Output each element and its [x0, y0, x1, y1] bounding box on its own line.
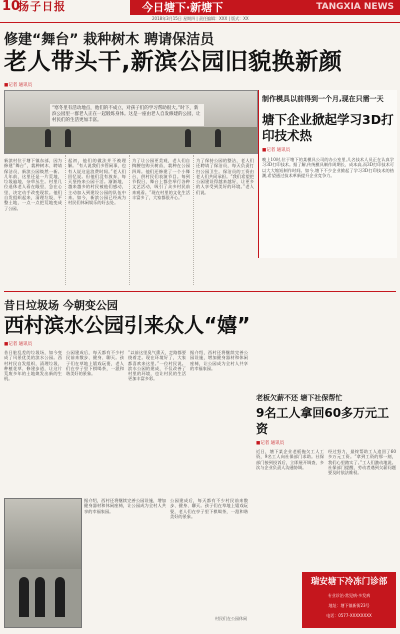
newspaper-logo: 扬子日报 — [18, 0, 66, 13]
lead-column: 起初，他们的做法并不被理解。“有人说我们多管闲事，也有人说这是浪费时间。”老人们回忆说。但他们没有放弃，每天坚持来公园干活。渐渐地，越来越多的村民被他们感动，主动加入到建设公园的队伍中来。如今，新滨公园已经成为村民们休闲娱乐的好去处。 — [68, 158, 126, 206]
lead-column: 新滨村位于塘下镇东部，因为修建“舞台”，栽种树木、聘请保洁员，新滨公园焕然一新。几年前，这里还是一片荒地，垃圾遍地，杂草丛生。村里几位退休老人看在眼里，急在心里，决定动手改变现状。他们自发组织起来，清理垃圾，平整土地，一点一点把荒地变成了公园。 — [4, 158, 62, 211]
page-number: 10 — [2, 0, 21, 14]
lead-kicker: 修建“舞台” 栽种树木 聘请保洁员 — [4, 32, 215, 48]
story3-headline: 9名工人拿回60多万元工资 — [256, 406, 390, 436]
lead-column: 为了让公园更美观，老人们自掏腰包购买树苗，栽种在公园四周。他们还修建了一个小舞台，供村民们表演节目。每到节假日，舞台上都会举行各种文艺活动，吸引了众多村民前来观看。“现在村里的文化生活丰富多了，大家都很开心。” — [132, 158, 190, 201]
story3-kicker: 老板欠薪不还 塘下社保帮忙 — [256, 394, 343, 402]
ad-line: 地址：塘下镇新街23号 — [328, 603, 370, 608]
story2-kicker: 昔日垃圾场 今朝变公园 — [4, 299, 118, 312]
lead-intro: “寒冬里有活动地点，他们的不成立，对孩子们的学习帮助很大。”时下，新滨公园里一群老人正在一起锻炼身体。这是一座由老人自发修建的公园，让村民们的生活更加丰富。 — [50, 104, 204, 126]
column-rule — [65, 155, 66, 285]
section-title: 今日塘下·新塘下 — [142, 1, 224, 14]
story2-column: 昔日脏乱差的垃圾场，如今变成了风景优美的滨水公园。西村村民自发组织，清理垃圾、种植花草、修建步道，让这片荒废多年的土地焕发出新的生机。 — [4, 350, 62, 382]
story2-column: “以前这里臭气熏天，走路都要绕着走。现在环境好了，大家都喜欢来这里。”一位村民说。滨水公园的建成，不仅改善了村里的环境，也让村民的生活更加丰富多彩。 — [128, 350, 186, 382]
sidebar-story-kicker: 制作模具以前得到一个月,现在只需一天 — [262, 95, 384, 103]
story3-byline: ■记者 通讯员 — [256, 441, 285, 446]
story2-headline: 西村滨水公园引来众人“嬉” — [4, 313, 251, 337]
story3-column: 经过努力，最终帮助工人追回了60多万元工资。“拿到工资的那一刻，我们心里踏实了。”工人们激动地说。社保部门提醒，劳动者遇到欠薪问题要及时依法维权。 — [328, 449, 396, 476]
lead-column: 为了保持公园的整洁，老人们还聘请了保洁员，每天负责打扫公园卫生。保洁员的工资由老人们共同承担。“我们希望把公园建设得越来越好，让更多的人享受到美好的环境。”老人们说。 — [196, 158, 254, 195]
story2-column-extra: 据介绍，西村还将继续完善公园设施，增加健身器材和休闲座椅，让公园成为全村人共享的幸福家园。 — [84, 498, 166, 514]
ad-title: 瑞安塘下冷冻门诊部 — [310, 577, 388, 587]
section-divider — [4, 291, 396, 292]
sidebar-story-byline: ■记者 通讯员 — [262, 148, 291, 153]
story2-column: 公园建成后，每天都有不少村民前来散步、健身、聊天。孩子们在草地上嬉戏玩耍，老人们在亭子里下棋喝茶，一派和谐美好的景象。 — [66, 350, 124, 377]
story2-photo-caption: 村民们在公园休闲 — [215, 616, 247, 621]
lead-byline: ■记者 通讯员 — [4, 83, 33, 88]
ad-line: 电话：0577-XXXXXXXX — [326, 613, 372, 618]
story2-photo — [4, 498, 82, 628]
brand-english: TANGXIA NEWS — [316, 2, 394, 12]
lead-headline: 老人带头干,新滨公园旧貌换新颜 — [4, 49, 343, 75]
header-rule — [0, 22, 400, 23]
issue-meta: 2018年3月15日 星期四 | 责任编辑：XXX | 版式：XX — [152, 16, 249, 21]
sidebar-story-body: 晚上10时,位于塘下的某模具公司的办公室里,几名技术人员正在认真学习3D打印技术。据了解,传统模具制作周期长、成本高,而3D打印技术可以大大缩短制作时间。如今,塘下不少企业掀起了学习3D打印技术的热潮,希望通过技术革新提升企业竞争力。 — [262, 157, 394, 178]
story3-column: 近日，塘下某企业老板拖欠工人工资，9名工人向社保部门求助。社保部门接到投诉后，立即展开调查，多次与企业负责人沟通协调。 — [256, 449, 324, 470]
story2-column: 据介绍，西村还将继续完善公园设施，增加健身器材和休闲座椅，让公园成为全村人共享的幸福家园。 — [190, 350, 248, 371]
ad-line: 专业诊治·常见病·多发病 — [327, 593, 371, 598]
column-rule — [193, 155, 194, 285]
column-rule — [129, 155, 130, 285]
story2-byline: ■记者 通讯员 — [4, 342, 33, 347]
sidebar-story-title: 塘下企业掀起学习3D打印技术热 — [262, 112, 394, 143]
story2-column-extra: 公园建成后，每天都有不少村民前来散步、健身、聊天。孩子们在草地上嬉戏玩耍，老人们在亭子里下棋喝茶，一派和谐美好的景象。 — [170, 498, 248, 519]
